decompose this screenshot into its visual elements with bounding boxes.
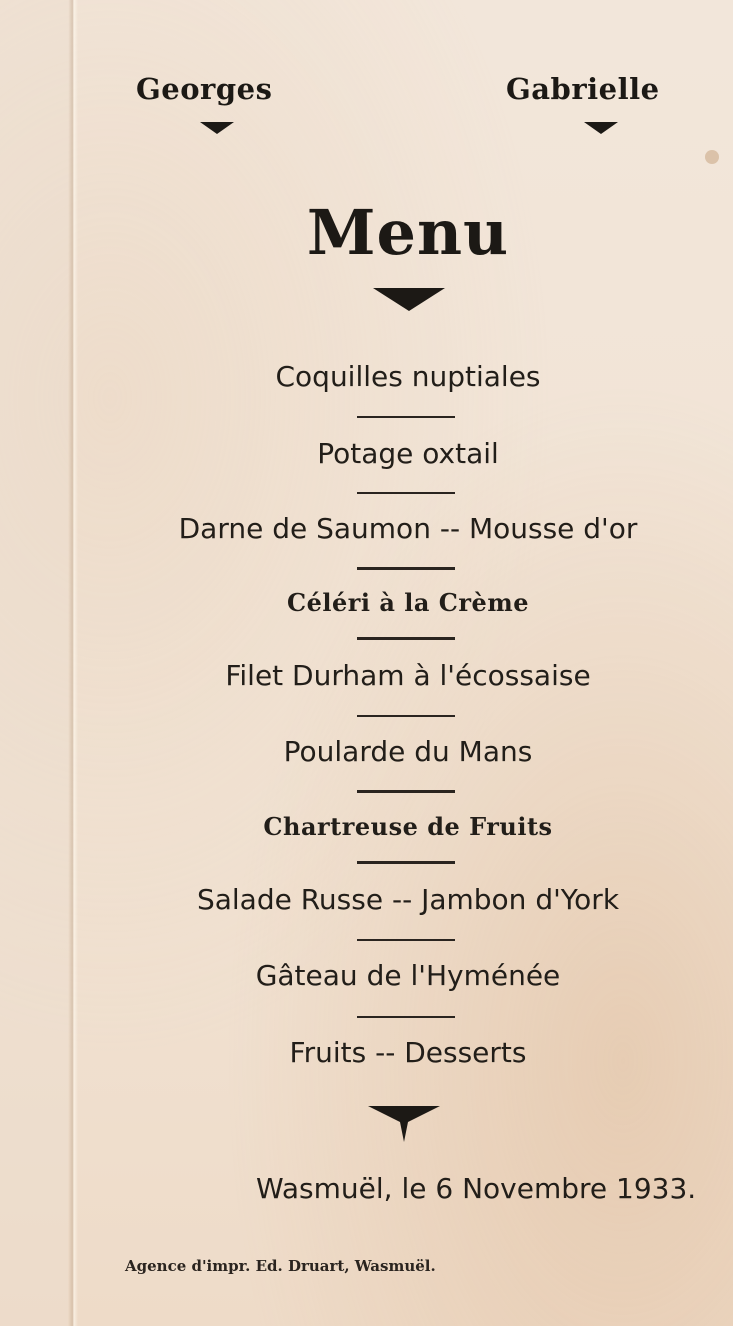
menu-title: Menu <box>306 196 510 269</box>
course-divider <box>357 715 455 717</box>
course-divider <box>357 567 455 570</box>
course-divider <box>357 492 455 494</box>
course-item: Poularde du Mans <box>283 735 533 768</box>
course-divider <box>357 416 455 418</box>
title-triangle-icon <box>373 288 445 311</box>
course-item: Fruits -- Desserts <box>289 1036 527 1069</box>
course-item: Chartreuse de Fruits <box>263 812 553 841</box>
groom-triangle-icon <box>200 122 234 134</box>
course-item: Potage oxtail <box>317 437 499 470</box>
course-divider <box>357 637 455 640</box>
end-ornament-icon <box>368 1104 440 1144</box>
printer-credit: Agence d'impr. Ed. Druart, Wasmuël. <box>125 1257 436 1275</box>
course-item: Coquilles nuptiales <box>275 360 541 393</box>
bride-name: Gabrielle <box>506 72 660 106</box>
course-divider <box>357 861 455 864</box>
course-item: Gâteau de l'Hyménée <box>255 959 561 992</box>
course-divider <box>357 790 455 793</box>
course-divider <box>357 939 455 941</box>
paper-stain <box>705 150 719 164</box>
course-item: Salade Russe -- Jambon d'York <box>196 883 620 916</box>
groom-name: Georges <box>136 72 273 106</box>
place-date: Wasmuël, le 6 Novembre 1933. <box>256 1172 697 1205</box>
course-item: Darne de Saumon -- Mousse d'or <box>178 512 638 545</box>
bride-triangle-icon <box>584 122 618 134</box>
course-item: Céléri à la Crème <box>287 588 529 617</box>
course-item: Filet Durham à l'écossaise <box>225 659 591 692</box>
course-divider <box>357 1016 455 1018</box>
